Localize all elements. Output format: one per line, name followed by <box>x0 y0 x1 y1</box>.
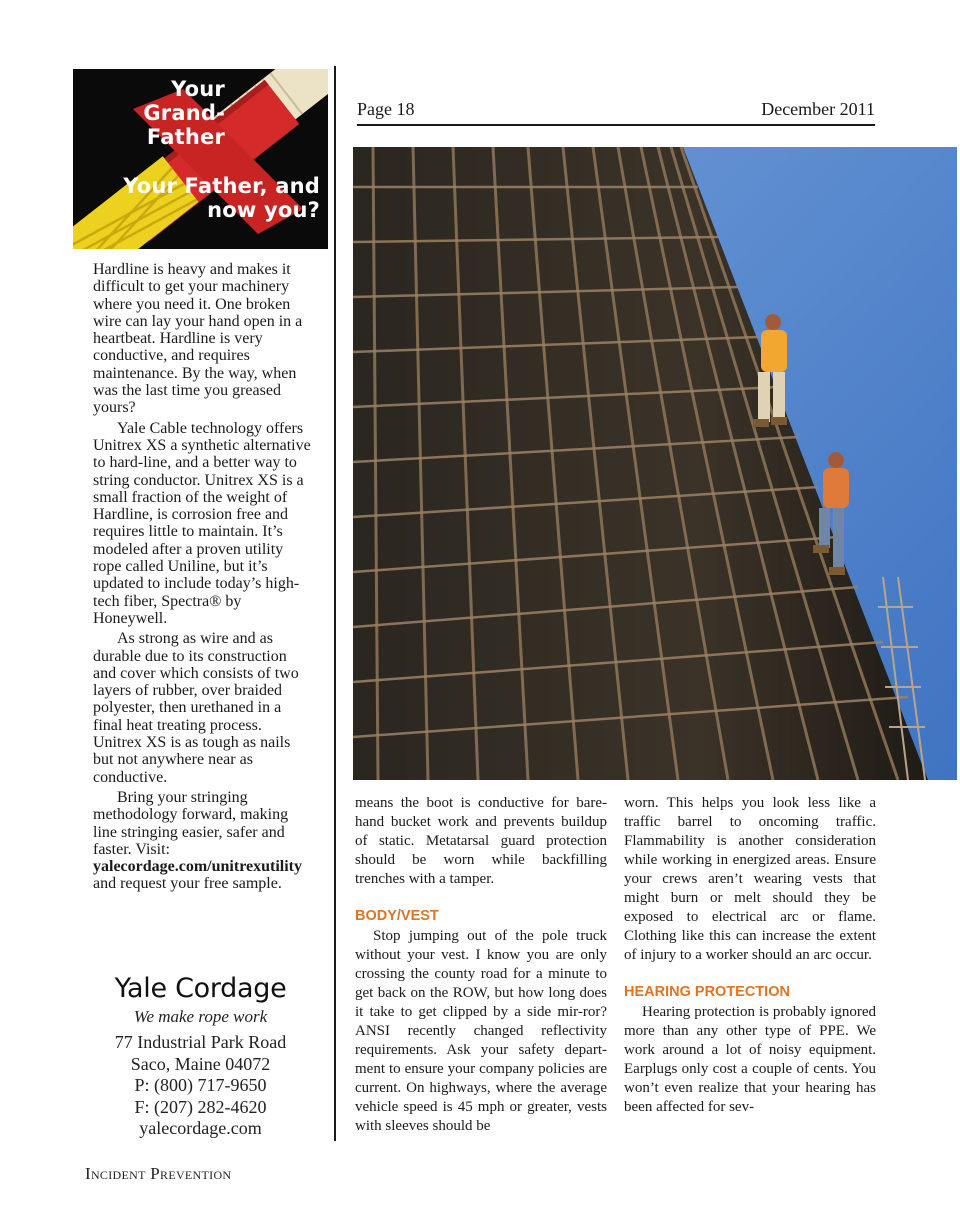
article-paragraph: means the boot is conductive for bare-hand bucket work and prevents buildup of static. Metatarsal guard protection should be worn while backfilling trenches with a tamper. <box>355 795 607 887</box>
rebar-wall-workers-photo-icon <box>353 147 957 780</box>
page-number: Page 18 <box>357 99 415 119</box>
brand-contact <box>73 1032 328 1140</box>
ad-paragraph: As strong as wire and as durable due to its construction and cover which consists of two layers of rubber, over braided polyester, then urethaned in a final heat treating process. Unitrex XS is as tough as nails but not anywhere near as conductive. <box>93 630 299 786</box>
city-line: Saco, Maine 04072 <box>130 1053 271 1074</box>
phone-line: P: (800) 717-9650 <box>134 1075 267 1095</box>
website-link[interactable]: yalecordage.com <box>139 1118 262 1138</box>
ad-cta-text: Bring your stringing methodology forward, making line stringing easier, safer and faster. Visit: <box>93 788 289 858</box>
section-heading-hearing-protection: HEARING PROTECTION <box>624 984 790 1000</box>
article-paragraph: Hearing protection is probably ignored more than any other type of PPE. We work around a lot of noisy equipment. Earplugs only cost a couple of cents. You won’t even realize that your hearing has been affected for sev- <box>624 1004 876 1115</box>
brand-logo: Yale Cordage <box>114 973 287 1004</box>
ad-banner <box>73 69 328 249</box>
rebar-wall-photo <box>353 147 957 780</box>
publication-footer: Incident Prevention <box>85 1164 232 1183</box>
ad-paragraph: Yale Cable technology offers Unitrex XS a synthetic alternative to hard-line, and a better way to string conductor. Unitrex XS is a small fraction of the weight of Hardline, is corrosion free and requires little to maintain. It’s modeled after a proven utility rope called Uniline, but it’s updated to include today’s high-tech fiber, Spectra® by Honeywell. <box>93 419 311 627</box>
ad-paragraph-cta <box>93 789 311 893</box>
issue-date: December 2011 <box>761 99 875 119</box>
article-column-1 <box>355 794 607 1136</box>
article-paragraph: Stop jumping out of the pole truck without your vest. I know you are only crossing the county road for a minute to get back on the ROW, but how long does it take to get clipped by a side mir-ror? ANSI recently changed reflectivity requirements. Ask your safety depart-ment to ensure your company policies are current. On highways, where the average vehicle speed is 45 mph or greater, vests with sleeves should be <box>355 928 607 1134</box>
ad-product-link[interactable]: yalecordage.com/unitrexutility <box>93 858 302 876</box>
fax-line: F: (207) 282-4620 <box>134 1096 267 1117</box>
ad-paragraph: Hardline is heavy and makes it difficult to get your machinery where you need it. One broken wire can lay your hand open in a heartbeat. Hardline is very conductive, and requires maintenance. By the way, when was the last time you greased yours? <box>93 261 303 417</box>
page-header <box>357 99 875 125</box>
header-rule <box>357 124 875 126</box>
column-divider <box>334 66 336 1141</box>
ad-cta-suffix: and request your free sample. <box>93 875 282 893</box>
ad-banner-headline-2: Your Father, and now you? <box>123 174 320 222</box>
article-column-2 <box>624 794 876 1117</box>
brand-block <box>73 972 328 1140</box>
brand-tagline: We make rope work <box>133 1007 268 1026</box>
article-paragraph: worn. This helps you look less like a traffic barrel to oncoming traffic. Flammability is another consideration while working in energized areas. Ensure your crews aren’t wearing vests that might burn or melt should they be exposed to electrical arc or flame. Clothing like this can increase the extent of injury to a worker should an arc occur. <box>624 795 876 963</box>
address-line: 77 Industrial Park Road <box>114 1032 287 1052</box>
ad-body-copy <box>93 261 311 893</box>
section-heading-body-vest: BODY/VEST <box>355 908 439 924</box>
ad-banner-headline-1: Your Grand- Father <box>143 77 225 149</box>
